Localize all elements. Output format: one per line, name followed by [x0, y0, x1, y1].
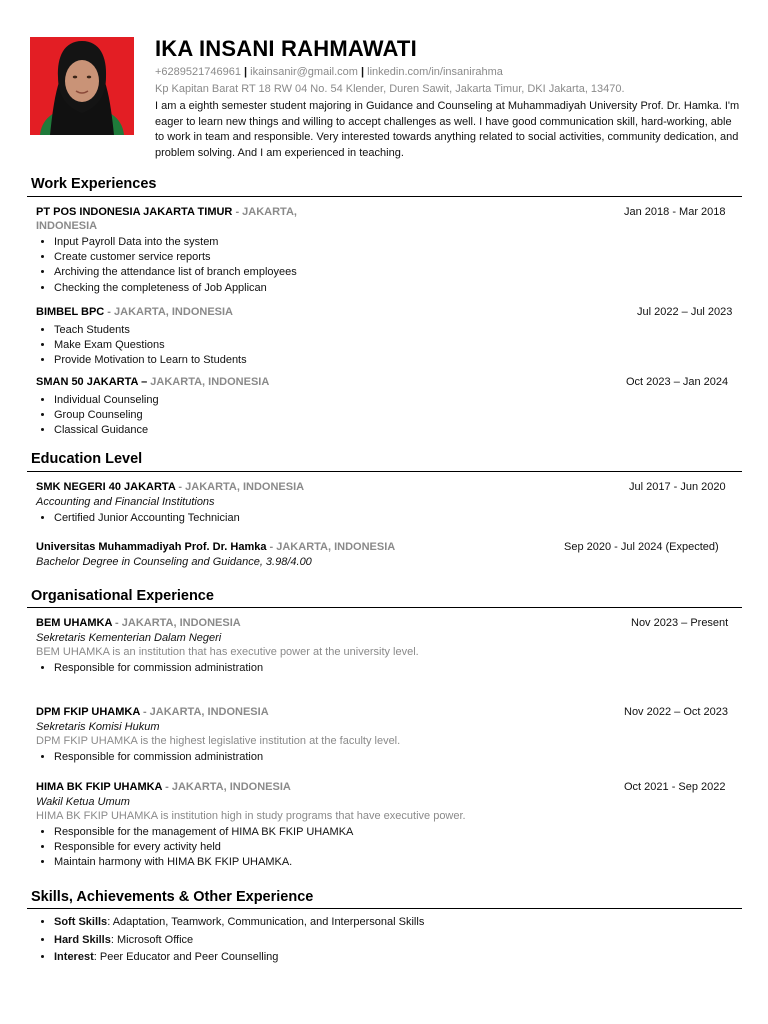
org-location: JAKARTA, INDONESIA: [147, 376, 270, 388]
school-location: - JAKARTA, INDONESIA: [266, 541, 396, 553]
entry-header: [36, 306, 736, 320]
org-name: DPM FKIP UHAMKA: [36, 706, 140, 718]
work-entry: [36, 206, 736, 296]
list-item: • Input Payroll Data into the system: [54, 235, 736, 250]
list-item: • Checking the completeness of Job Applican: [54, 281, 736, 296]
skill-value: : Peer Educator and Peer Counselling: [93, 951, 279, 963]
org-description: DPM FKIP UHAMKA is the highest legislative institution at the faculty level.: [36, 735, 401, 747]
org-location: - JAKARTA,: [232, 206, 297, 218]
section-divider: [27, 196, 742, 197]
entry-date: Jul 2022 – Jul 2023: [637, 306, 733, 318]
portrait-image: [30, 37, 134, 135]
list-item: [54, 914, 736, 932]
bullet-list: [36, 393, 736, 439]
list-item: • Maintain harmony with HIMA BK FKIP UHAMKA.: [54, 855, 736, 870]
entry-date: Nov 2023 – Present: [631, 617, 729, 629]
section-title-education: Education Level: [31, 451, 143, 467]
entry-header: [36, 206, 736, 220]
position: Sekretaris Kementerian Dalam Negeri: [36, 632, 222, 644]
org-name: BIMBEL BPC: [36, 306, 105, 318]
bullet-list: [36, 750, 736, 765]
skill-value: : Adaptation, Teamwork, Communication, and Interpersonal Skills: [107, 916, 425, 928]
bullet-list: [36, 661, 736, 676]
list-item: • Archiving the attendance list of branch employees: [54, 265, 736, 280]
list-item: • Certified Junior Accounting Technician: [54, 511, 736, 526]
program: Accounting and Financial Institutions: [36, 496, 215, 508]
entry-header: [36, 376, 736, 390]
org-location-continued: INDONESIA: [36, 220, 98, 232]
phone-number: +6289521746961: [155, 66, 241, 78]
candidate-name: IKA INSANI RAHMAWATI: [155, 36, 417, 61]
org-location: - JAKARTA, INDONESIA: [162, 781, 291, 793]
entry-date: Jan 2018 - Mar 2018: [624, 206, 726, 218]
org-location: - JAKARTA, INDONESIA: [139, 706, 269, 718]
bullet-list: [36, 825, 736, 871]
org-name: HIMA BK FKIP UHAMKA: [36, 781, 163, 793]
school-location: - JAKARTA, INDONESIA: [175, 481, 305, 493]
section-title-work: Work Experiences: [31, 176, 157, 192]
list-item: • Responsible for commission administration: [54, 750, 736, 765]
list-item: [54, 949, 736, 967]
organisation-entry: [36, 706, 736, 765]
list-item: • Responsible for the management of HIMA BK FKIP UHAMKA: [54, 825, 736, 840]
entry-date: Sep 2020 - Jul 2024 (Expected): [564, 541, 719, 553]
list-item: • Teach Students: [54, 323, 736, 338]
entry-date: Oct 2021 - Sep 2022: [624, 781, 726, 793]
list-item: • Make Exam Questions: [54, 338, 736, 353]
degree: Bachelor Degree in Counseling and Guidance, 3.98/4.00: [36, 556, 312, 568]
skill-label: Hard Skills: [54, 933, 111, 946]
position: Wakil Ketua Umum: [36, 796, 130, 808]
org-description: BEM UHAMKA is an institution that has executive power at the university level.: [36, 646, 419, 658]
work-entry: [36, 306, 736, 369]
org-location: - JAKARTA, INDONESIA: [104, 306, 233, 318]
email-link[interactable]: ikainsanir@gmail.com: [250, 66, 358, 78]
entry-date: Nov 2022 – Oct 2023: [624, 706, 728, 718]
bullet-list: [36, 511, 736, 526]
separator: |: [244, 66, 248, 78]
section-divider: [27, 908, 742, 909]
entry-date: Oct 2023 – Jan 2024: [626, 376, 729, 388]
skill-label: Interest: [54, 951, 94, 963]
entry-header: [36, 617, 736, 631]
entry-header: [36, 481, 736, 495]
list-item: [54, 932, 736, 950]
separator: |: [361, 66, 365, 78]
entry-header: [36, 781, 736, 795]
section-divider: [27, 607, 742, 608]
education-entry: [36, 541, 736, 568]
section-title-organisation: Organisational Experience: [31, 588, 214, 604]
entry-date: Jul 2017 - Jun 2020: [629, 481, 726, 493]
list-item: • Responsible for commission administration: [54, 661, 736, 676]
org-name: PT POS INDONESIA JAKARTA TIMUR: [36, 206, 233, 218]
list-item: • Individual Counseling: [54, 393, 736, 408]
org-name: SMAN 50 JAKARTA –: [36, 376, 148, 388]
org-description: HIMA BK FKIP UHAMKA is institution high in study programs that have executive power.: [36, 810, 466, 822]
entry-header: [36, 541, 736, 555]
list-item: • Classical Guidance: [54, 423, 736, 438]
skill-label: Soft Skills: [54, 916, 108, 928]
organisation-entry: [36, 781, 736, 871]
bullet-list: [36, 235, 736, 296]
work-entry: [36, 376, 736, 439]
profile-photo: [30, 37, 134, 135]
school-name: Universitas Muhammadiyah Prof. Dr. Hamka: [36, 541, 267, 553]
address: Kp Kapitan Barat RT 18 RW 04 No. 54 Klender, Duren Sawit, Jakarta Timur, DKI Jakarta, 13470.: [155, 83, 625, 95]
bullet-list: [36, 323, 736, 369]
section-divider: [27, 471, 742, 472]
linkedin-link[interactable]: linkedin.com/in/insanirahma: [367, 66, 503, 78]
skills-list: [36, 914, 736, 967]
list-item: • Create customer service reports: [54, 250, 736, 265]
contact-line: [155, 66, 503, 78]
skill-value: : Microsoft Office: [110, 933, 194, 946]
position: Sekretaris Komisi Hukum: [36, 721, 160, 733]
school-name: SMK NEGERI 40 JAKARTA: [36, 481, 176, 493]
list-item: • Provide Motivation to Learn to Students: [54, 353, 736, 368]
summary: I am a eighth semester student majoring in Guidance and Counseling at Muhammadiyah University Prof. Dr. Hamka. I'm eager to learn new things and willing to accept challenges as well. I have good communication skill, hard-working, able to work in team and responsible. Very interested towards anything related to social activities, community dedication, and problem solving. And I am experienced in teaching.: [155, 100, 740, 159]
section-title-skills: Skills, Achievements & Other Experience: [31, 889, 314, 905]
education-entry: [36, 481, 736, 526]
list-item: • Responsible for every activity held: [54, 840, 736, 855]
entry-header: [36, 706, 736, 720]
org-location: - JAKARTA, INDONESIA: [111, 617, 241, 629]
organisation-entry: [36, 617, 736, 676]
org-name: BEM UHAMKA: [36, 617, 112, 629]
list-item: • Group Counseling: [54, 408, 736, 423]
